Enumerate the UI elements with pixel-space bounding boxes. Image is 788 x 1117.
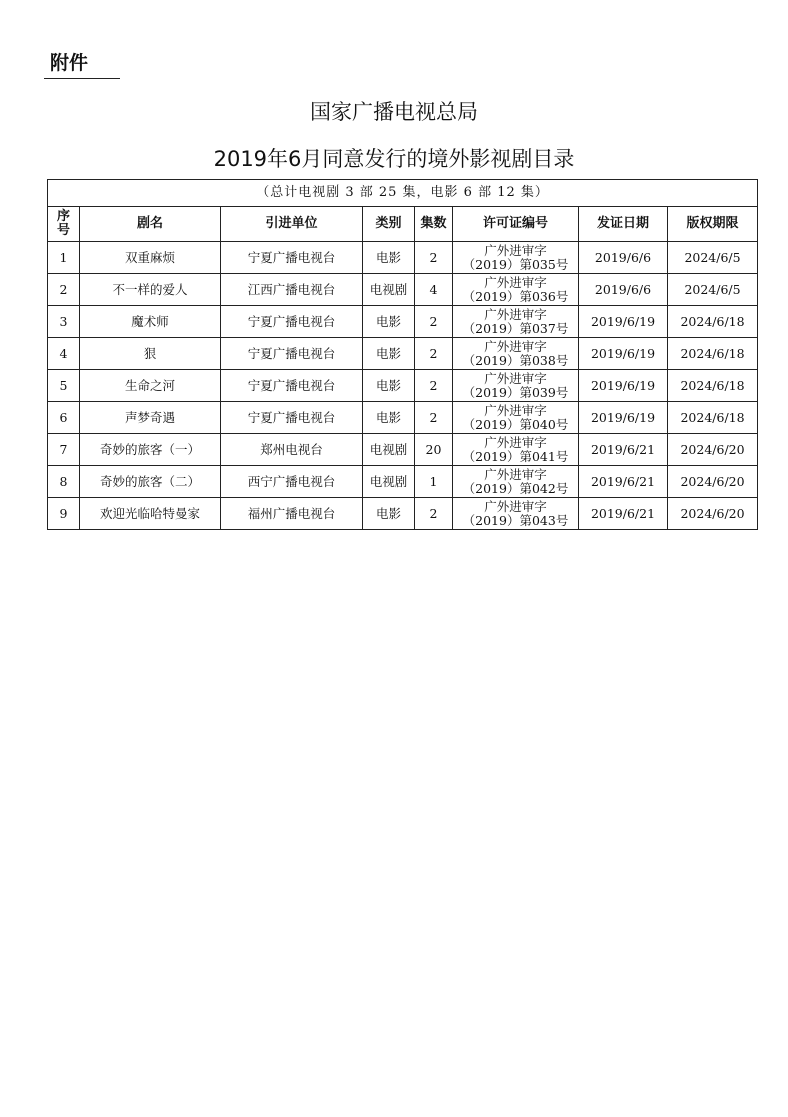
copyright-term-cell: 2024/6/18 [668, 306, 758, 338]
permit-line1: 广外进审字 [484, 370, 547, 386]
permit-cell [453, 498, 579, 530]
category-cell: 电视剧 [363, 274, 415, 306]
table-row [48, 274, 758, 306]
header-category: 类别 [363, 207, 415, 242]
permit-cell [453, 434, 579, 466]
header-no-line2: 号 [56, 223, 70, 238]
header-no-line1: 序 [56, 209, 70, 224]
permit-line2: （2019）第040号 [462, 416, 569, 432]
category-cell: 电影 [363, 498, 415, 530]
category-cell: 电影 [363, 242, 415, 274]
issue-date-cell: 2019/6/19 [579, 370, 668, 402]
row-number: 8 [48, 466, 80, 498]
permit-line1: 广外进审字 [484, 242, 547, 258]
table-row [48, 242, 758, 274]
category-cell: 电影 [363, 370, 415, 402]
permit-line1: 广外进审字 [484, 498, 547, 514]
permit-line2: （2019）第042号 [462, 480, 569, 496]
row-number: 3 [48, 306, 80, 338]
episodes-cell: 2 [415, 306, 453, 338]
category-cell: 电视剧 [363, 466, 415, 498]
table-row [48, 498, 758, 530]
importer-cell: 宁夏广播电视台 [221, 370, 363, 402]
issue-date-cell: 2019/6/21 [579, 498, 668, 530]
header-copyright-term: 版权期限 [668, 207, 758, 242]
category-cell: 电影 [363, 402, 415, 434]
title-cell: 狠 [80, 338, 221, 370]
permit-cell [453, 338, 579, 370]
title-cell: 奇妙的旅客（一） [80, 434, 221, 466]
issue-date-cell: 2019/6/6 [579, 242, 668, 274]
attachment-underline [44, 78, 120, 79]
importer-cell: 西宁广播电视台 [221, 466, 363, 498]
episodes-cell: 4 [415, 274, 453, 306]
episodes-cell: 2 [415, 498, 453, 530]
copyright-term-cell: 2024/6/20 [668, 434, 758, 466]
row-number: 6 [48, 402, 80, 434]
title-cell: 奇妙的旅客（二） [80, 466, 221, 498]
copyright-term-cell: 2024/6/5 [668, 242, 758, 274]
summary-row [48, 180, 758, 207]
issue-date-cell: 2019/6/21 [579, 466, 668, 498]
copyright-term-cell: 2024/6/18 [668, 402, 758, 434]
copyright-term-cell: 2024/6/18 [668, 338, 758, 370]
issue-date-cell: 2019/6/21 [579, 434, 668, 466]
permit-line1: 广外进审字 [484, 466, 547, 482]
header-episodes: 集数 [415, 207, 453, 242]
importer-cell: 江西广播电视台 [221, 274, 363, 306]
row-number: 4 [48, 338, 80, 370]
row-number: 1 [48, 242, 80, 274]
attachment-label: 附件 [50, 52, 89, 74]
importer-cell: 郑州电视台 [221, 434, 363, 466]
copyright-term-cell: 2024/6/20 [668, 466, 758, 498]
table-row [48, 338, 758, 370]
permit-line2: （2019）第037号 [462, 320, 569, 336]
issue-date-cell: 2019/6/19 [579, 306, 668, 338]
permit-line1: 广外进审字 [484, 402, 547, 418]
issue-date-cell: 2019/6/19 [579, 338, 668, 370]
row-number: 9 [48, 498, 80, 530]
episodes-cell: 2 [415, 402, 453, 434]
permit-line2: （2019）第035号 [462, 256, 569, 272]
film-catalog-table [47, 179, 758, 530]
permit-line2: （2019）第036号 [462, 288, 569, 304]
table-row [48, 466, 758, 498]
table-row [48, 434, 758, 466]
permit-cell [453, 370, 579, 402]
title-cell: 声梦奇遇 [80, 402, 221, 434]
header-name: 剧名 [80, 207, 221, 242]
title-cell: 双重麻烦 [80, 242, 221, 274]
importer-cell: 宁夏广播电视台 [221, 402, 363, 434]
importer-cell: 福州广播电视台 [221, 498, 363, 530]
permit-cell [453, 466, 579, 498]
permit-line1: 广外进审字 [484, 434, 547, 450]
episodes-cell: 1 [415, 466, 453, 498]
table-row [48, 306, 758, 338]
header-no [48, 207, 80, 242]
row-number: 2 [48, 274, 80, 306]
summary-text: （总计电视剧 3 部 25 集，电影 6 部 12 集） [48, 180, 758, 207]
category-cell: 电视剧 [363, 434, 415, 466]
header-issue-date: 发证日期 [579, 207, 668, 242]
episodes-cell: 20 [415, 434, 453, 466]
header-permit: 许可证编号 [453, 207, 579, 242]
document-title: 国家广播电视总局 [310, 100, 478, 124]
permit-line2: （2019）第041号 [462, 448, 569, 464]
permit-line2: （2019）第038号 [462, 352, 569, 368]
document-subtitle: 2019年6月同意发行的境外影视剧目录 [213, 147, 575, 171]
permit-line1: 广外进审字 [484, 338, 547, 354]
permit-line1: 广外进审字 [484, 306, 547, 322]
title-cell: 欢迎光临哈特曼家 [80, 498, 221, 530]
episodes-cell: 2 [415, 370, 453, 402]
table-row [48, 370, 758, 402]
copyright-term-cell: 2024/6/20 [668, 498, 758, 530]
table-row [48, 402, 758, 434]
importer-cell: 宁夏广播电视台 [221, 242, 363, 274]
episodes-cell: 2 [415, 242, 453, 274]
importer-cell: 宁夏广播电视台 [221, 306, 363, 338]
category-cell: 电影 [363, 338, 415, 370]
episodes-cell: 2 [415, 338, 453, 370]
importer-cell: 宁夏广播电视台 [221, 338, 363, 370]
permit-cell [453, 306, 579, 338]
copyright-term-cell: 2024/6/18 [668, 370, 758, 402]
permit-cell [453, 402, 579, 434]
permit-cell [453, 274, 579, 306]
issue-date-cell: 2019/6/19 [579, 402, 668, 434]
row-number: 5 [48, 370, 80, 402]
header-importer: 引进单位 [221, 207, 363, 242]
title-cell: 生命之河 [80, 370, 221, 402]
permit-line2: （2019）第043号 [462, 512, 569, 528]
title-cell: 魔术师 [80, 306, 221, 338]
title-cell: 不一样的爱人 [80, 274, 221, 306]
permit-line2: （2019）第039号 [462, 384, 569, 400]
header-row [48, 207, 758, 242]
copyright-term-cell: 2024/6/5 [668, 274, 758, 306]
issue-date-cell: 2019/6/6 [579, 274, 668, 306]
permit-line1: 广外进审字 [484, 274, 547, 290]
category-cell: 电影 [363, 306, 415, 338]
permit-cell [453, 242, 579, 274]
row-number: 7 [48, 434, 80, 466]
